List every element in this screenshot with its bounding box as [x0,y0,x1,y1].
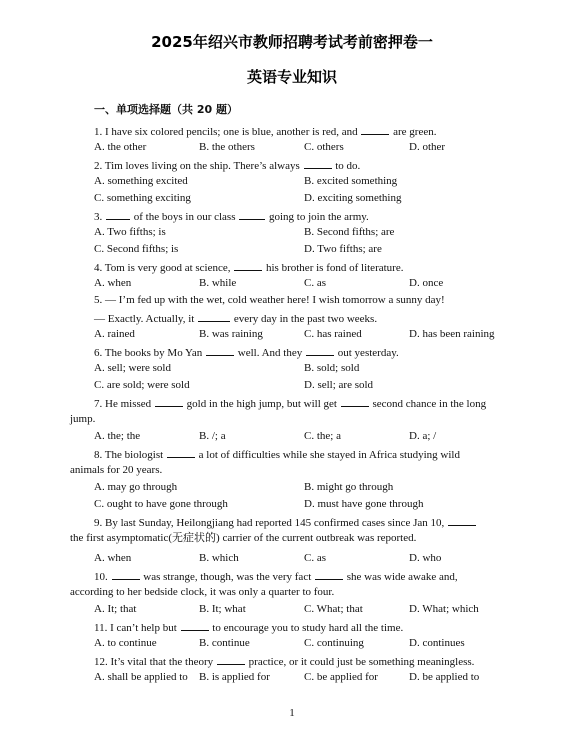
question-text-segment: 2. Tim loves living on the ship. There’s always [94,160,303,172]
question-text-segment: every day in the past two weeks. [231,313,378,325]
question-text-segment: 3. [94,211,105,223]
question-text [94,311,377,326]
answer-blank [306,345,334,356]
answer-option: A. sell; were sold [94,362,171,374]
answer-option: A. when [94,552,132,564]
answer-option: C. be applied for [304,671,378,683]
answer-option: B. Second fifths; are [304,226,395,238]
answer-blank [217,654,245,665]
answer-option: A. rained [94,328,135,340]
question-text [94,569,458,584]
question-text-segment: 1. I have six colored pencils; one is blue, another is red, and [94,126,361,138]
question-text-segment: 7. He missed [94,398,154,410]
question-text [94,260,403,275]
question-text-segment: 8. The biologist [94,449,166,461]
question-text-segment: gold in the high jump, but will get [183,398,340,410]
question-text [70,464,162,477]
answer-option: B. It; what [199,603,246,615]
answer-option: D. a; / [409,430,437,442]
answer-option: B. which [199,552,239,564]
answer-option: C. as [304,277,326,289]
question-text-segment: 4. Tom is very good at science, [94,262,234,274]
answer-option: A. Two fifths; is [94,226,166,238]
question-text [94,294,445,307]
answer-option: A. the; the [94,430,141,442]
question-text [94,396,486,411]
question-text [94,345,399,360]
answer-blank [239,209,265,220]
answer-option: C. as [304,552,326,564]
answer-blank [341,396,369,407]
question-text-segment: well. And they [235,347,305,359]
question-text [94,620,403,635]
answer-option: C. ought to have gone through [94,498,228,510]
answer-option: A. something excited [94,175,188,187]
answer-option: B. was raining [199,328,263,340]
answer-blank [112,569,140,580]
answer-option: C. are sold; were sold [94,379,190,391]
question-text-segment: to encourage you to study hard all the time. [209,622,404,634]
answer-option: A. may go through [94,481,178,493]
answer-option: B. continue [199,637,250,649]
question-text-segment: the first asymptomatic(无症状的) carrier of the current outbreak was reported. [70,532,417,544]
question-text-segment: 6. The books by Mo Yan [94,347,206,359]
question-text-segment: 12. It’s vital that the theory [94,656,216,668]
answer-blank [206,345,234,356]
question-text [70,532,416,545]
question-text-segment: his brother is fond of literature. [263,262,404,274]
answer-blank [155,396,183,407]
answer-option: D. exciting something [304,192,402,204]
question-text-segment: animals for 20 years. [70,464,163,476]
answer-option: D. be applied to [409,671,480,683]
answer-option: C. something exciting [94,192,191,204]
answer-option: C. others [304,141,344,153]
section-title: 一、单项选择题（共 20 题） [94,103,238,116]
answer-option: D. Two fifths; are [304,243,382,255]
answer-option: D. continues [409,637,465,649]
question-text [94,447,460,462]
question-text-segment: to do. [332,160,361,172]
answer-blank [448,515,476,526]
question-text-segment: a lot of difficulties while she stayed in Africa studying wild [195,449,460,461]
answer-blank [234,260,262,271]
exam-subtitle: 英语专业知识 [246,68,337,86]
answer-option: A. It; that [94,603,137,615]
answer-option: B. sold; sold [304,362,360,374]
answer-blank [304,158,332,169]
answer-option: C. Second fifths; is [94,243,179,255]
exam-title: 2025年绍兴市教师招聘考试考前密押卷一 [151,33,433,51]
answer-blank [181,620,209,631]
answer-option: B. the others [199,141,255,153]
question-text-segment: 9. By last Sunday, Heilongjiang had reported 145 confirmed cases since Jan 10, [94,517,448,529]
answer-option: D. other [409,141,446,153]
question-text-segment: 10. [94,571,111,583]
question-text-segment: out yesterday. [335,347,399,359]
question-text-segment: was strange, though, was the very fact [140,571,315,583]
question-text-segment: are green. [390,126,437,138]
answer-option: D. once [409,277,444,289]
answer-option: B. might go through [304,481,394,493]
question-text-segment: practice, or it could just be something meaningless. [245,656,475,668]
answer-option: D. sell; are sold [304,379,374,391]
answer-blank [198,311,230,322]
answer-option: D. who [409,552,442,564]
question-text [94,158,360,173]
answer-option: D. What; which [409,603,479,615]
answer-option: A. shall be applied to [94,671,188,683]
answer-blank [361,124,389,135]
question-text-segment: jump. [70,413,96,425]
question-text [70,413,95,426]
answer-option: A. when [94,277,132,289]
question-text [94,654,474,669]
answer-option: A. the other [94,141,147,153]
question-text-segment: going to join the army. [266,211,369,223]
answer-option: B. /; a [199,430,226,442]
question-text-segment: — Exactly. Actually, it [94,313,198,325]
question-text-segment: she was wide awake and, [344,571,458,583]
answer-option: C. the; a [304,430,341,442]
answer-option: B. while [199,277,237,289]
answer-option: C. has rained [304,328,362,340]
question-text-segment: second chance in the long [369,398,487,410]
answer-blank [106,209,130,220]
question-text [94,209,369,224]
answer-option: B. excited something [304,175,398,187]
question-text-segment: 5. — I’m fed up with the wet, cold weather here! I wish tomorrow a sunny day! [94,294,445,306]
answer-option: D. must have gone through [304,498,424,510]
question-text-segment: according to her bedside clock, it was only a quarter to four. [70,586,335,598]
answer-blank [167,447,195,458]
answer-option: A. to continue [94,637,157,649]
answer-option: C. What; that [304,603,363,615]
question-text [94,124,436,139]
page-number: 1 [289,707,295,719]
question-text-segment: of the boys in our class [131,211,239,223]
answer-blank [315,569,343,580]
question-text [94,515,477,530]
answer-option: C. continuing [304,637,364,649]
question-text-segment: 11. I can’t help but [94,622,180,634]
question-text [70,586,334,599]
answer-option: B. is applied for [199,671,270,683]
answer-option: D. has been raining [409,328,495,340]
